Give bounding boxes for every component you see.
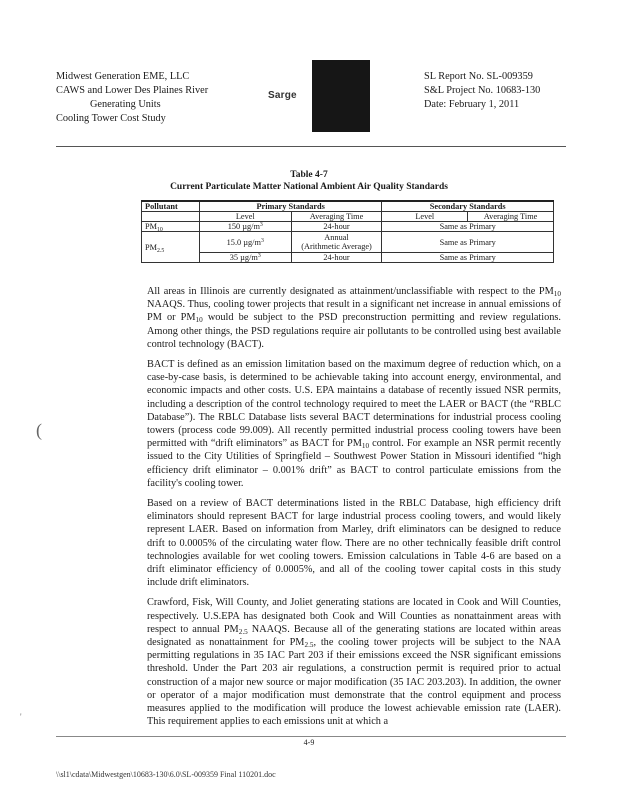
table-row	[142, 253, 554, 263]
pm10-level: 150 $\mu g/m^3$	[199, 222, 291, 232]
header-secondary: Secondary Standards	[382, 201, 554, 212]
table-number: Table 4-7	[290, 170, 328, 180]
page-number: 4-9	[303, 738, 315, 747]
table-sub-header	[142, 212, 554, 222]
pm25-24h-secondary: Same as Primary	[382, 253, 554, 263]
pm10-avg: 24-hour	[291, 222, 382, 232]
header-left	[56, 70, 208, 126]
logo-text: Sarge	[268, 90, 297, 101]
project-line-2: Generating Units	[90, 99, 161, 110]
margin-mark: (	[36, 420, 42, 440]
table-title: Current Particulate Matter National Ambient Air Quality Standards	[170, 182, 448, 192]
table-group-header	[142, 201, 554, 212]
header-primary-level: Level	[199, 212, 291, 222]
table-row	[142, 232, 554, 253]
header-pollutant: Pollutant	[142, 201, 200, 212]
report-number: SL Report No. SL-009359	[424, 71, 533, 82]
study-name: Cooling Tower Cost Study	[56, 113, 166, 124]
report-date: Date: February 1, 2011	[424, 99, 520, 110]
pm25-annual-avg: Annual (Arithmetic Average)	[291, 232, 382, 253]
logo-block	[312, 60, 370, 132]
header-primary-avg: Averaging Time	[291, 212, 382, 222]
pm25-annual-secondary: Same as Primary	[382, 232, 554, 253]
pm25-24h-avg: 24-hour	[291, 253, 382, 263]
project-line-1: CAWS and Lower Des Plaines River	[56, 85, 209, 96]
pm25-annual-level: 15.0 $\mu g/m^3$	[199, 232, 291, 253]
paragraph-attainment: All areas in Illinois are currently designated as attainment/unclassifiable with respect to the $PM_{10}$ NAAQS. Thus, cooling tower projects that result in a significant net increase in annual emissions of PM or $PM_{10}$ would be subject to the PSD preconstruction permitting and review regulations. Among other things, the PSD regulations require air pollutants to be controlled using best available control technology (BACT).	[147, 286, 561, 350]
pm25-24h-level: 35 $\mu g/m^3$	[199, 253, 291, 263]
pollutant-pm10: $PM_{10}$	[142, 222, 200, 232]
table-row	[142, 222, 554, 232]
header-secondary-avg: Averaging Time	[468, 212, 554, 222]
margin-tick: '	[20, 712, 22, 722]
header-secondary-level: Level	[382, 212, 468, 222]
paragraph-bact: BACT is defined as an emission limitation based on the maximum degree of reduction which, on a case-by-case basis, is determined to be achievable taking into account energy, environmental, and economic impacts and other costs. U.S. EPA maintains a database of recently issued NSR permits, including a description of the control technology required to meet the LAER or BACT (the “RBLC Database”). The RBLC Database lists several BACT determinations for industrial process cooling towers (process code 99.009). All recently permitted industrial process cooling towers have been permitted with “drift eliminators” as BACT for $PM_{10}$ control. For example an NSR permit recently issued to the City Utilities of Springfield – Southwest Power Station in Missouri identified “high efficiency drift eliminator – 0.001% drift” as BACT to control particulate emissions from the facility's cooling tower.	[147, 359, 561, 489]
pollutant-pm25: $PM_{2.5}$	[142, 232, 200, 263]
pm10-secondary: Same as Primary	[382, 222, 554, 232]
header-primary: Primary Standards	[199, 201, 382, 212]
company-name: Midwest Generation EME, LLC	[56, 71, 190, 82]
paragraph-nonattainment: Crawford, Fisk, Will County, and Joliet generating stations are located in Cook and Will Counties, respectively. U.S.EPA has designated both Cook and Will Counties as nonattainment areas with respect to annual $PM_{2.5}$ NAAQS. Because all of the generating stations are located within areas designated as nonattainment for $PM_{2.5}$, the cooling tower projects will be subject to the NAA permitting regulations in 35 IAC Part 203 if their emissions exceed the NSR significant emissions threshold. Under the Part 203 air regulations, a construction permit is required prior to actual construction of a major new source or major modification (35 IAC 203.203). In addition, the owner or operator of a major modification must demonstrate that the control equipment and process measures applied to the modification will produce the lowest achievable emission rate (LAER). This requirement applies to each emissions unit at which a	[147, 597, 562, 728]
paragraph-drift: Based on a review of BACT determinations listed in the RBLC Database, high efficiency drift eliminators should represent BACT for large industrial process cooling towers, and would likely represent LAER. Based on information from Marley, drift eliminators can be designed to reduce drift to 0.0005% of the circulating water flow. There are no other technically feasible drift control technologies available for wet cooling towers. Emission calculations in Table 4-6 are based on a drift eliminator efficiency of 0.0005%, and all of the cooling tower capital costs in this study include drift eliminators.	[147, 498, 561, 589]
file-path: \\sl1\cdata\Midwestgen\10683-130\6.0\SL-009359 Final 110201.doc	[56, 770, 276, 779]
header-rule	[56, 146, 566, 147]
footer-rule	[56, 736, 566, 737]
header-blank	[142, 212, 200, 222]
project-number: S&L Project No. 10683-130	[424, 85, 541, 96]
header-right	[424, 70, 540, 112]
naaqs-table	[141, 200, 554, 263]
body-text	[147, 285, 561, 736]
